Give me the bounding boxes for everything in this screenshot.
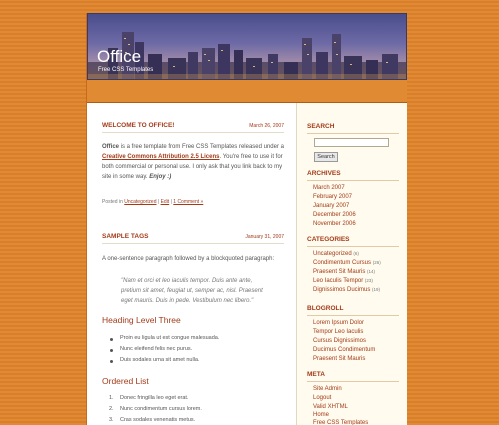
meta-link[interactable]: Site Admin xyxy=(313,386,342,392)
post-header xyxy=(102,233,284,244)
sidebar xyxy=(298,103,407,425)
site-title[interactable]: Office xyxy=(97,47,142,66)
license-link[interactable]: Creative Commons Attribution 2.5 Licens xyxy=(102,154,220,160)
comments-link[interactable]: 1 Comment » xyxy=(173,199,204,205)
archive-link[interactable]: January 2007 xyxy=(313,203,350,209)
ordered-item: Nunc condimentum cursus lorem. xyxy=(120,406,202,412)
category-count: (26) xyxy=(372,260,381,265)
archive-link[interactable]: March 2007 xyxy=(313,185,345,191)
meta-link[interactable]: Valid XHTML xyxy=(313,404,348,410)
list-item: Nunc eleifend felis nec purus. xyxy=(120,346,193,352)
archive-link[interactable]: December 2006 xyxy=(313,212,356,218)
category-link[interactable]: Uncategorized xyxy=(124,199,157,205)
main-column xyxy=(87,103,297,425)
meta-separator: | xyxy=(169,199,174,205)
search-input[interactable] xyxy=(314,138,389,147)
edit-link[interactable]: Edit xyxy=(160,199,170,205)
list-item: Duis sodales urna sit amet nulla. xyxy=(120,357,200,363)
blockquote: "Nam et orci et leo iaculis tempor. Duis ante ante, pretium sit amet, feugiat ut, semper ac, nisl. Praesent eget mauris. Duis in pede. Vestibulum nec libero." xyxy=(121,278,263,304)
post-title[interactable]: WELCOME TO OFFICE! xyxy=(102,122,175,129)
category-label: Uncategorized xyxy=(313,251,352,257)
category-link[interactable] xyxy=(313,251,359,257)
ordered-number: 2. xyxy=(109,406,114,412)
post-meta xyxy=(102,199,203,205)
meta-posted-in: Posted in xyxy=(102,199,125,205)
page-wrapper xyxy=(86,13,406,425)
archive-link[interactable]: February 2007 xyxy=(313,194,353,200)
bullet-icon xyxy=(110,360,113,363)
blogroll-link[interactable]: Praesent Sit Mauris xyxy=(313,356,366,362)
post-intro: A one-sentence paragraph followed by a blockquoted paragraph: xyxy=(102,256,275,262)
content-area xyxy=(87,102,407,425)
site-header xyxy=(87,13,407,80)
post-date: January 31, 2007 xyxy=(245,234,284,240)
meta-separator: | xyxy=(156,199,161,205)
ordered-item: Cras sodales venenatis metus. xyxy=(120,417,196,423)
ordered-item: Donec fringilla leo eget erat. xyxy=(120,395,189,401)
post-text: . You're free to use it for both commercial or personal use. I only ask that you link back to my site in some way. xyxy=(102,154,283,180)
archives-heading: ARCHIVES xyxy=(307,170,399,181)
category-link[interactable] xyxy=(313,278,373,284)
bullet-icon xyxy=(110,349,113,352)
meta-link[interactable]: Home xyxy=(313,412,330,418)
bullet-icon xyxy=(110,338,113,341)
blogroll-link[interactable]: Ducimus Condimentum xyxy=(313,347,376,353)
category-link[interactable] xyxy=(313,287,380,293)
category-label: Dignissimos Ducimus xyxy=(313,287,371,293)
blogroll-heading: BLOGROLL xyxy=(307,305,399,316)
meta-heading: META xyxy=(307,371,399,382)
post-date: March 26, 2007 xyxy=(249,123,284,129)
ordered-list-heading: Ordered List xyxy=(102,376,149,386)
ordered-number: 1. xyxy=(109,395,114,401)
post-end: Enjoy :) xyxy=(149,174,172,180)
archive-link[interactable]: November 2006 xyxy=(313,221,356,227)
list-item: Proin eu ligula ut est congue malesuada. xyxy=(120,335,220,341)
meta-link[interactable]: Free CSS Templates xyxy=(313,420,369,425)
site-description: Free CSS Templates xyxy=(98,67,154,73)
heading-level-three: Heading Level Three xyxy=(102,315,181,325)
meta-link[interactable]: Logout xyxy=(313,395,332,401)
category-label: Condimentum Cursus xyxy=(313,260,372,266)
category-label: Praesent Sit Mauris xyxy=(313,269,366,275)
category-count: (6) xyxy=(353,251,359,256)
post-lead: Office xyxy=(102,144,120,150)
search-heading: SEARCH xyxy=(307,123,399,134)
category-count: (23) xyxy=(364,278,373,283)
ordered-number: 3. xyxy=(109,417,114,423)
post-text: is a free template from Free CSS Templates released under a xyxy=(119,144,284,150)
category-count: (19) xyxy=(372,287,381,292)
post-header xyxy=(102,122,284,133)
header-spacer xyxy=(87,80,407,102)
post-title[interactable]: SAMPLE TAGS xyxy=(102,233,149,240)
blogroll-link[interactable]: Cursus Dignissimos xyxy=(313,338,367,344)
category-count: (14) xyxy=(367,269,376,274)
search-button[interactable]: Search xyxy=(314,152,338,162)
category-link[interactable] xyxy=(313,260,381,266)
post-body xyxy=(102,142,284,182)
blogroll-link[interactable]: Tempor Leo Iaculis xyxy=(313,329,364,335)
category-link[interactable] xyxy=(313,269,375,275)
blogroll-link[interactable]: Lorem Ipsum Dolor xyxy=(313,320,365,326)
category-label: Leo Iaculis Tempor xyxy=(313,278,364,284)
categories-heading: CATEGORIES xyxy=(307,236,399,247)
